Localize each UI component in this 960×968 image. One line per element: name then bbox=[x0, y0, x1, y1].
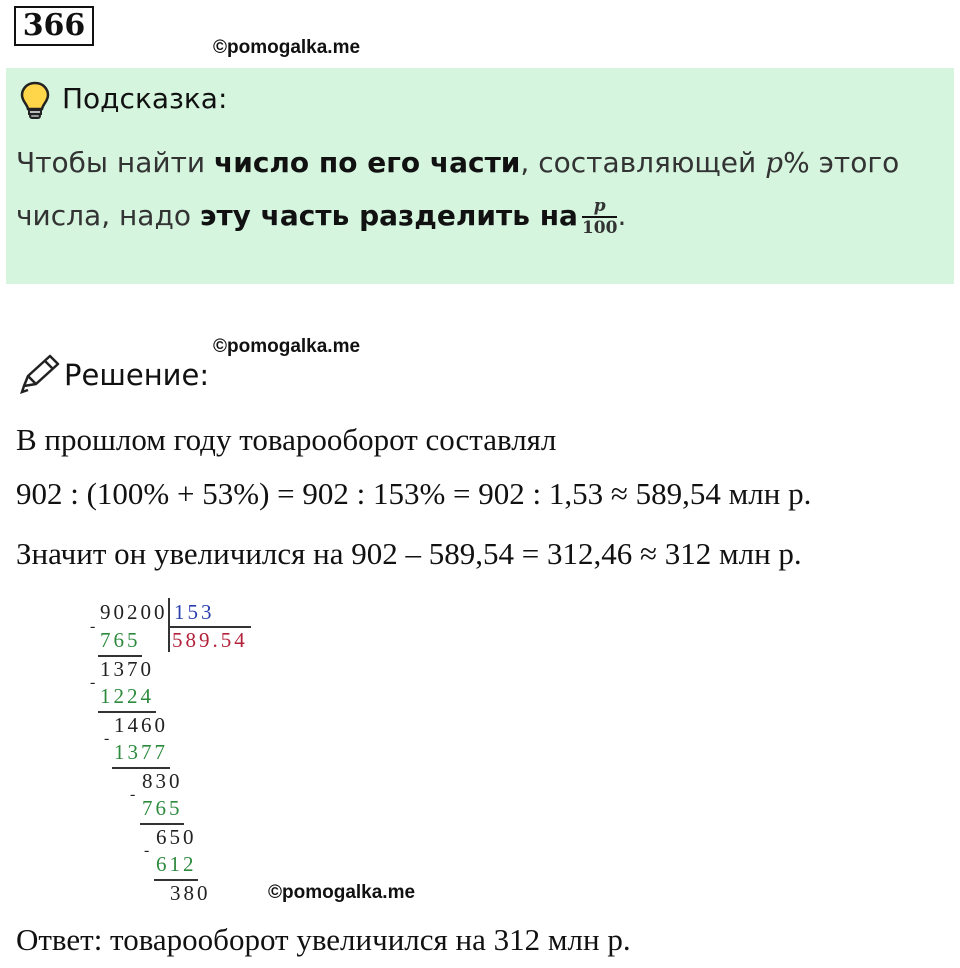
minus-sign: - bbox=[90, 618, 96, 635]
division-step: 1377 bbox=[114, 740, 168, 764]
watermark: ©pomogalka.me bbox=[268, 882, 416, 903]
minus-sign: - bbox=[144, 842, 150, 859]
watermark: ©pomogalka.me bbox=[213, 336, 361, 357]
hint-title: Подсказка: bbox=[62, 82, 228, 115]
solution-line-3: Значит он увеличился на 902 – 589,54 = 312,46 ≈ 312 млн р. bbox=[16, 536, 802, 571]
fraction-p-over-100: $\frac{p}{100}$ bbox=[581, 196, 618, 238]
division-step: 765 bbox=[142, 796, 183, 820]
problem-number: 366 bbox=[14, 6, 94, 46]
minus-sign: - bbox=[104, 730, 110, 747]
watermark: ©pomogalka.me bbox=[213, 37, 361, 58]
division-step: 765 bbox=[100, 628, 141, 652]
division-step: 1224 bbox=[100, 684, 154, 708]
solution-line-1: В прошлом году товарооборот составлял bbox=[16, 422, 557, 457]
division-vertical-line bbox=[168, 598, 170, 652]
minus-sign: - bbox=[130, 786, 136, 803]
division-dividend: 90200 bbox=[100, 600, 168, 624]
division-divisor: 153 bbox=[174, 600, 215, 624]
solution-title: Решение: bbox=[64, 358, 210, 392]
solution-line-2: 902 : (100% + 53%) = 902 : 153% = 902 : 1,53 ≈ 589,54 млн р. bbox=[16, 476, 812, 511]
minus-sign: - bbox=[90, 674, 96, 691]
pencil-icon bbox=[18, 352, 62, 399]
division-step: 830 bbox=[142, 769, 183, 793]
division-step: 380 bbox=[170, 881, 211, 905]
division-step: 1460 bbox=[114, 713, 168, 737]
answer-line: Ответ: товарооборот увеличился на 312 млн р. bbox=[16, 922, 631, 957]
division-step: 650 bbox=[156, 825, 197, 849]
hint-line-1: Чтобы найти число по его части, составляющей p% этого bbox=[16, 146, 900, 179]
lightbulb-icon bbox=[18, 80, 52, 125]
division-quotient: 589.54 bbox=[172, 628, 248, 652]
division-step: 1370 bbox=[100, 657, 154, 681]
hint-line-2: числа, надо эту часть разделить на $\frac{p}{100}$ . bbox=[16, 196, 627, 238]
division-step: 612 bbox=[156, 852, 197, 876]
